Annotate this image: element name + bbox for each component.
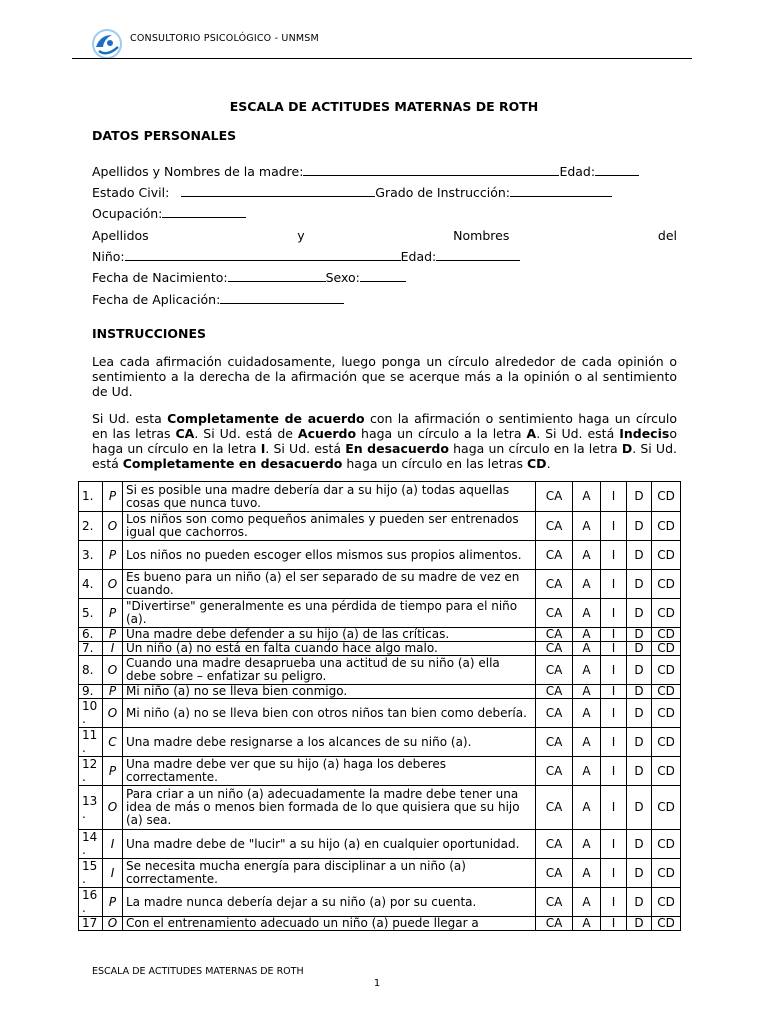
option-i[interactable]: I — [601, 859, 627, 888]
header-divider — [72, 58, 692, 59]
item-type: I — [103, 830, 123, 859]
item-type: P — [103, 685, 123, 699]
footer-title: ESCALA DE ACTITUDES MATERNAS DE ROTH — [92, 966, 304, 977]
nino-blank[interactable] — [125, 249, 401, 261]
table-row — [79, 757, 681, 786]
item-type: I — [103, 642, 123, 656]
option-i[interactable]: I — [601, 512, 627, 541]
nino-words-row — [92, 228, 677, 243]
instrucciones-paragraph-2 — [92, 411, 677, 471]
option-d[interactable]: D — [627, 512, 652, 541]
table-row — [79, 859, 681, 888]
item-statement: La madre nunca debería dejar a su niño (a) por su cuenta. — [123, 888, 536, 917]
option-cd[interactable]: CD — [652, 757, 681, 786]
estado-row — [92, 185, 612, 200]
document-title: ESCALA DE ACTITUDES MATERNAS DE ROTH — [229, 99, 539, 114]
grado-label: Grado de Instrucción: — [375, 185, 511, 200]
option-a[interactable]: A — [573, 599, 601, 628]
p2-text-8: haga un círculo en la letra — [448, 441, 622, 456]
item-type: P — [103, 628, 123, 642]
option-cd[interactable]: CD — [652, 917, 681, 931]
item-number: 17 — [79, 917, 103, 931]
item-number: 1. — [79, 482, 103, 512]
item-type: O — [103, 570, 123, 599]
option-i[interactable]: I — [601, 628, 627, 642]
option-ca[interactable]: CA — [536, 830, 573, 859]
estado-label: Estado Civil: — [92, 185, 170, 200]
option-d[interactable]: D — [627, 859, 652, 888]
p2-bold-acuerdo: Acuerdo — [297, 426, 357, 441]
madre-edad-blank[interactable] — [595, 164, 639, 176]
option-ca[interactable]: CA — [536, 512, 573, 541]
item-number: 15 . — [79, 859, 103, 888]
option-ca[interactable]: CA — [536, 482, 573, 512]
p2-text-3: . Si Ud. está de — [194, 426, 298, 441]
page-number: 1 — [373, 978, 381, 989]
table-row — [79, 728, 681, 757]
option-cd[interactable]: CD — [652, 859, 681, 888]
nino-word-1: Apellidos — [92, 228, 149, 243]
table-row — [79, 830, 681, 859]
item-number: 8. — [79, 656, 103, 685]
nacimiento-blank[interactable] — [228, 270, 326, 282]
item-statement: Para criar a un niño (a) adecuadamente la madre debe tener una idea de más o menos bien formada de lo que quisiera que su hijo (a) sea. — [123, 786, 536, 830]
p2-bold-cd-full: Completamente en desacuerdo — [122, 456, 343, 471]
item-number: 13 . — [79, 786, 103, 830]
option-ca[interactable]: CA — [536, 699, 573, 728]
table-row — [79, 699, 681, 728]
nino-edad-blank[interactable] — [436, 249, 520, 261]
option-a[interactable]: A — [573, 757, 601, 786]
instrucciones-paragraph-1: Lea cada afirmación cuidadosamente, luego ponga un círculo alrededor de cada opinión o sentimiento a la derecha de la afirmación que se acerque más a la opinión o al sentimiento de Ud. — [92, 354, 677, 399]
nino-edad-label: Edad: — [400, 249, 437, 264]
option-ca[interactable]: CA — [536, 656, 573, 685]
item-type: I — [103, 859, 123, 888]
option-a[interactable]: A — [573, 699, 601, 728]
table-row — [79, 786, 681, 830]
item-number: 5. — [79, 599, 103, 628]
aplicacion-label: Fecha de Aplicación: — [92, 292, 221, 307]
option-a[interactable]: A — [573, 656, 601, 685]
option-i[interactable]: I — [601, 685, 627, 699]
item-statement: Una madre debe defender a su hijo (a) de las críticas. — [123, 628, 536, 642]
ocupacion-blank[interactable] — [162, 206, 246, 218]
p2-bold-indeciso: Indecis — [619, 426, 670, 441]
item-statement: Es bueno para un niño (a) el ser separado de su madre de vez en cuando. — [123, 570, 536, 599]
option-cd[interactable]: CD — [652, 512, 681, 541]
header-institution: CONSULTORIO PSICOLÓGICO - UNMSM — [130, 33, 319, 44]
option-i[interactable]: I — [601, 599, 627, 628]
item-type: O — [103, 786, 123, 830]
item-statement: Un niño (a) no está en falta cuando hace algo malo. — [123, 642, 536, 656]
table-row — [79, 628, 681, 642]
ocupacion-row — [92, 206, 246, 221]
option-ca[interactable]: CA — [536, 786, 573, 830]
item-number: 9. — [79, 685, 103, 699]
table-row — [79, 685, 681, 699]
option-d[interactable]: D — [627, 728, 652, 757]
option-a[interactable]: A — [573, 859, 601, 888]
option-ca[interactable]: CA — [536, 570, 573, 599]
option-cd[interactable]: CD — [652, 628, 681, 642]
option-cd[interactable]: CD — [652, 699, 681, 728]
p2-bold-i: I — [260, 441, 266, 456]
item-statement: Mi niño (a) no se lleva bien conmigo. — [123, 685, 536, 699]
option-ca[interactable]: CA — [536, 917, 573, 931]
item-type: P — [103, 757, 123, 786]
item-number: 12 . — [79, 757, 103, 786]
option-d[interactable]: D — [627, 888, 652, 917]
option-d[interactable]: D — [627, 757, 652, 786]
option-i[interactable]: I — [601, 757, 627, 786]
table-row — [79, 512, 681, 541]
items-table — [78, 481, 681, 931]
item-number: 6. — [79, 628, 103, 642]
option-cd[interactable]: CD — [652, 830, 681, 859]
option-ca[interactable]: CA — [536, 685, 573, 699]
option-a[interactable]: A — [573, 685, 601, 699]
p2-text-5: . Si Ud. está — [536, 426, 620, 441]
option-a[interactable]: A — [573, 628, 601, 642]
nino-word-4: del — [657, 228, 677, 243]
nino-row — [92, 249, 520, 264]
option-i[interactable]: I — [601, 482, 627, 512]
option-d[interactable]: D — [627, 599, 652, 628]
option-i[interactable]: I — [601, 570, 627, 599]
p2-bold-a: A — [526, 426, 537, 441]
option-a[interactable]: A — [573, 642, 601, 656]
instrucciones-heading: INSTRUCCIONES — [92, 326, 207, 341]
item-statement: Una madre debe resignarse a los alcances de su niño (a). — [123, 728, 536, 757]
option-i[interactable]: I — [601, 728, 627, 757]
item-statement: Mi niño (a) no se lleva bien con otros niños tan bien como debería. — [123, 699, 536, 728]
p2-bold-ca: CA — [175, 426, 195, 441]
sexo-label: Sexo: — [325, 270, 360, 285]
sexo-blank[interactable] — [360, 270, 406, 282]
item-statement: Si es posible una madre debería dar a su hijo (a) todas aquellas cosas que nunca tuvo. — [123, 482, 536, 512]
item-statement: Los niños no pueden escoger ellos mismos sus propios alimentos. — [123, 541, 536, 570]
ocupacion-label: Ocupación: — [92, 206, 163, 221]
grado-blank[interactable] — [510, 185, 612, 197]
option-cd[interactable]: CD — [652, 888, 681, 917]
nino-label: Niño: — [92, 249, 125, 264]
item-statement: Se necesita mucha energía para disciplinar a un niño (a) correctamente. — [123, 859, 536, 888]
option-a[interactable]: A — [573, 570, 601, 599]
nacimiento-row — [92, 270, 406, 285]
madre-row — [92, 164, 639, 179]
item-number: 7. — [79, 642, 103, 656]
option-d[interactable]: D — [627, 656, 652, 685]
p2-text-9: . Si Ud. está — [92, 441, 677, 471]
item-type: C — [103, 728, 123, 757]
option-i[interactable]: I — [601, 786, 627, 830]
item-type: P — [103, 482, 123, 512]
option-cd[interactable]: CD — [652, 685, 681, 699]
datos-heading: DATOS PERSONALES — [92, 128, 237, 143]
p2-text-11: . — [546, 456, 551, 471]
item-type: P — [103, 599, 123, 628]
option-cd[interactable]: CD — [652, 599, 681, 628]
p2-bold-ca-full: Completamente de acuerdo — [167, 411, 365, 426]
option-i[interactable]: I — [601, 541, 627, 570]
p2-text-1: Si Ud. esta — [92, 411, 168, 426]
item-number: 11 . — [79, 728, 103, 757]
estado-blank[interactable] — [181, 185, 375, 197]
option-cd[interactable]: CD — [652, 482, 681, 512]
option-ca[interactable]: CA — [536, 728, 573, 757]
option-ca[interactable]: CA — [536, 628, 573, 642]
option-a[interactable]: A — [573, 512, 601, 541]
item-type: O — [103, 512, 123, 541]
option-d[interactable]: D — [627, 786, 652, 830]
p2-bold-desacuerdo: En desacuerdo — [345, 441, 449, 456]
option-d[interactable]: D — [627, 642, 652, 656]
madre-blank[interactable] — [303, 164, 559, 176]
item-number: 16 . — [79, 888, 103, 917]
option-d[interactable]: D — [627, 685, 652, 699]
table-row — [79, 656, 681, 685]
option-cd[interactable]: CD — [652, 728, 681, 757]
option-i[interactable]: I — [601, 830, 627, 859]
item-type: O — [103, 656, 123, 685]
option-a[interactable]: A — [573, 917, 601, 931]
option-a[interactable]: A — [573, 541, 601, 570]
item-type: P — [103, 541, 123, 570]
item-type: P — [103, 888, 123, 917]
table-row — [79, 917, 681, 931]
p2-bold-cd: CD — [527, 456, 547, 471]
nacimiento-label: Fecha de Nacimiento: — [92, 270, 228, 285]
item-statement: "Divertirse" generalmente es una pérdida de tiempo para el niño (a). — [123, 599, 536, 628]
option-d[interactable]: D — [627, 830, 652, 859]
option-cd[interactable]: CD — [652, 642, 681, 656]
option-i[interactable]: I — [601, 888, 627, 917]
table-row — [79, 888, 681, 917]
table-row — [79, 599, 681, 628]
aplicacion-blank[interactable] — [220, 292, 344, 304]
option-ca[interactable]: CA — [536, 757, 573, 786]
nino-word-3: Nombres — [453, 228, 510, 243]
nino-word-2: y — [297, 228, 305, 243]
p2-text-4: haga un círculo a la letra — [356, 426, 527, 441]
item-type: O — [103, 699, 123, 728]
option-ca[interactable]: CA — [536, 888, 573, 917]
option-a[interactable]: A — [573, 728, 601, 757]
option-d[interactable]: D — [627, 570, 652, 599]
item-statement: Una madre debe de "lucir" a su hijo (a) en cualquier oportunidad. — [123, 830, 536, 859]
option-cd[interactable]: CD — [652, 541, 681, 570]
option-d[interactable]: D — [627, 917, 652, 931]
items-table-body — [79, 482, 681, 931]
option-cd[interactable]: CD — [652, 656, 681, 685]
option-ca[interactable]: CA — [536, 859, 573, 888]
p2-text-2: con la afirmación o sentimiento haga un círculo en las letras — [92, 411, 677, 441]
option-ca[interactable]: CA — [536, 599, 573, 628]
item-type: O — [103, 917, 123, 931]
option-i[interactable]: I — [601, 917, 627, 931]
table-row — [79, 570, 681, 599]
option-d[interactable]: D — [627, 699, 652, 728]
item-number: 10 . — [79, 699, 103, 728]
aplicacion-row — [92, 292, 344, 307]
item-number: 3. — [79, 541, 103, 570]
option-cd[interactable]: CD — [652, 786, 681, 830]
option-d[interactable]: D — [627, 541, 652, 570]
option-d[interactable]: D — [627, 482, 652, 512]
p2-text-10: haga un círculo en las letras — [342, 456, 527, 471]
unmsm-logo-icon — [90, 27, 124, 61]
option-d[interactable]: D — [627, 628, 652, 642]
item-statement: Con el entrenamiento adecuado un niño (a) puede llegar a — [123, 917, 536, 931]
madre-label: Apellidos y Nombres de la madre: — [92, 164, 304, 179]
item-number: 2. — [79, 512, 103, 541]
option-i[interactable]: I — [601, 699, 627, 728]
item-number: 14 . — [79, 830, 103, 859]
p2-text-7: . Si Ud. está — [265, 441, 346, 456]
option-cd[interactable]: CD — [652, 570, 681, 599]
p2-text-6: o haga un círculo en la letra — [92, 426, 677, 456]
option-i[interactable]: I — [601, 656, 627, 685]
item-statement: Una madre debe ver que su hijo (a) haga los deberes correctamente. — [123, 757, 536, 786]
p2-bold-d: D — [621, 441, 633, 456]
option-a[interactable]: A — [573, 888, 601, 917]
option-ca[interactable]: CA — [536, 642, 573, 656]
option-ca[interactable]: CA — [536, 541, 573, 570]
option-i[interactable]: I — [601, 642, 627, 656]
table-row — [79, 541, 681, 570]
madre-edad-label: Edad: — [559, 164, 596, 179]
option-a[interactable]: A — [573, 830, 601, 859]
item-statement: Cuando una madre desaprueba una actitud de su niño (a) ella debe sobre – enfatizar su peligro. — [123, 656, 536, 685]
item-number: 4. — [79, 570, 103, 599]
option-a[interactable]: A — [573, 482, 601, 512]
option-a[interactable]: A — [573, 786, 601, 830]
table-row — [79, 482, 681, 512]
table-row — [79, 642, 681, 656]
item-statement: Los niños son como pequeños animales y pueden ser entrenados igual que cachorros. — [123, 512, 536, 541]
